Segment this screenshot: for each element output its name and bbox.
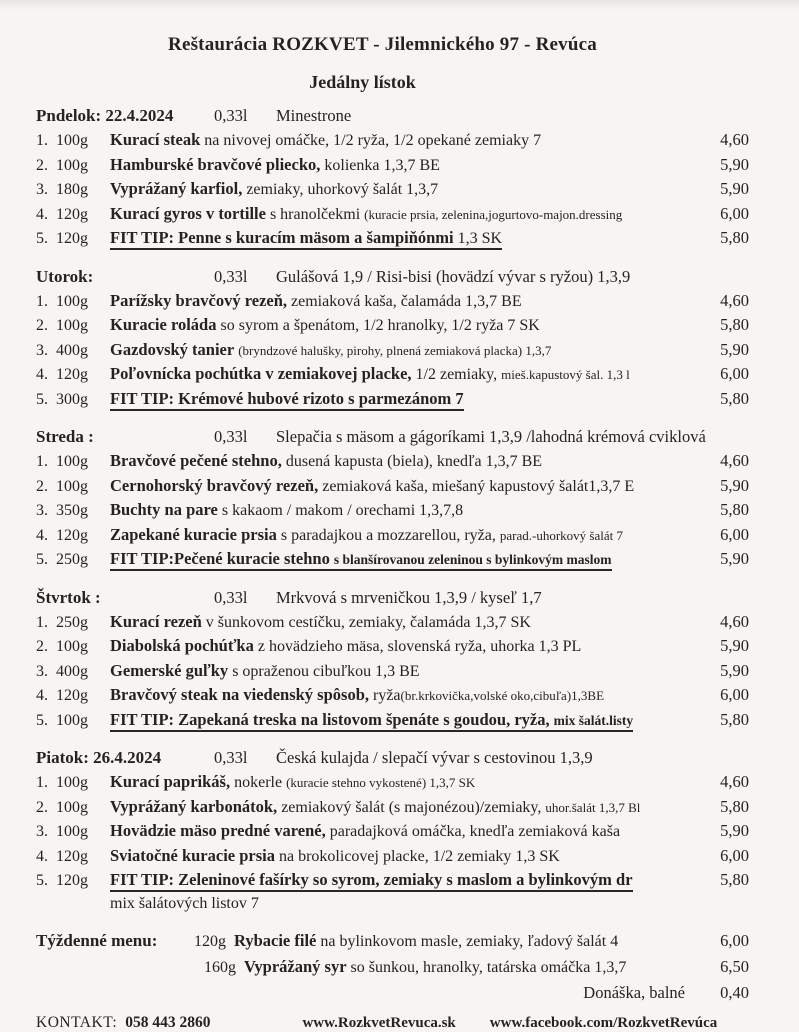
- menu-item-row: [36, 770, 749, 795]
- item-portion: 100g: [56, 798, 88, 816]
- item-detail-small: s blanšírovanou zeleninou s bylinkovým maslom: [333, 552, 612, 567]
- day-header: [36, 264, 749, 289]
- item-portion: 120g: [56, 526, 88, 544]
- item-portion: 100g: [56, 477, 88, 495]
- item-name: Zapekané kuracie prsia: [110, 524, 277, 544]
- item-text: [102, 523, 699, 549]
- item-price: 4,60: [720, 611, 749, 631]
- menu-item-row: [36, 868, 749, 893]
- item-detail: na brokolicovej placke, 1/2 zemiaky 1,3 SK: [275, 847, 560, 865]
- item-price: 5,90: [720, 475, 749, 495]
- item-portion: 120g: [56, 366, 88, 383]
- contact-phone: 058 443 2860: [125, 1013, 211, 1031]
- item-text-underline-group: [110, 317, 540, 334]
- item-text: [102, 313, 699, 339]
- item-detail-small: uhor.šalát 1,3,7 Bl: [545, 799, 641, 815]
- item-price: 4,60: [720, 130, 749, 149]
- item-number: 3.: [36, 502, 48, 519]
- item-text-underline-group: [110, 872, 633, 892]
- item-portion: 350g: [56, 502, 88, 519]
- item-detail: kolienka 1,3,7 BE: [320, 156, 440, 174]
- item-text: [102, 153, 699, 179]
- item-text: [102, 128, 699, 154]
- menu-item-row: [36, 610, 749, 635]
- item-number: 2.: [36, 638, 48, 655]
- delivery-row: [36, 980, 749, 1006]
- item-number: 1.: [36, 613, 48, 631]
- menu-item-row: [36, 547, 749, 572]
- item-number: 5.: [36, 390, 48, 408]
- weekly-menu-label: Týždenné menu:: [36, 930, 158, 950]
- menu-item-row: [36, 819, 749, 844]
- item-portion: 100g: [56, 453, 88, 470]
- item-number: 2.: [36, 317, 48, 334]
- day-name: Piatok: 26.4.2024: [36, 748, 162, 767]
- item-portion: 100g: [56, 156, 88, 174]
- item-price: 6,50: [720, 956, 749, 976]
- item-detail-small: (br.krkovička,volské oko,cibuľa)1,3BE: [400, 688, 605, 703]
- item-detail: s opraženou cibuľkou 1,3 BE: [228, 662, 420, 680]
- item-number: 1.: [36, 453, 48, 470]
- item-text-underline-group: [110, 660, 420, 680]
- item-name: FIT TIP: Krémové hubové rizoto s parmezánom 7: [110, 388, 464, 408]
- item-price: 6,00: [720, 524, 749, 544]
- item-number: 1.: [36, 292, 48, 310]
- soup-volume: 0,33l: [214, 587, 248, 607]
- item-detail: nokerle: [230, 774, 287, 791]
- item-price: 5,90: [720, 549, 749, 568]
- item-number: 3.: [36, 341, 48, 359]
- item-portion: 400g: [56, 341, 88, 359]
- menu-item-row: [36, 338, 749, 363]
- item-portion: 180g: [56, 181, 88, 198]
- soup-name: Slepačia s mäsom a gágoríkami 1,3,9 /lahodná krémová cviklová: [276, 427, 706, 446]
- item-price: 4,60: [720, 451, 749, 470]
- menu-item-row: [36, 523, 749, 548]
- item-text-underline-group: [110, 366, 630, 383]
- item-name: FIT TIP: Penne s kuracím mäsom a šampiňónmi: [110, 228, 454, 247]
- day-items: [36, 770, 749, 915]
- item-price: 5,80: [720, 315, 749, 334]
- weekly-menu-row: [36, 928, 749, 954]
- weekly-menu-section: [36, 928, 749, 1006]
- item-text: [102, 683, 699, 709]
- item-detail: zemiaky, uhorkový šalát 1,3,7: [242, 181, 439, 198]
- day-name: Streda :: [36, 427, 94, 446]
- day-items: [36, 128, 749, 251]
- menu-item-row: [36, 202, 749, 227]
- item-price: 5,80: [720, 709, 749, 729]
- item-portion: 120g: [56, 205, 88, 223]
- item-price: 5,90: [720, 660, 749, 680]
- item-name: Kurací steak: [110, 130, 201, 149]
- soup-name: Minestrone: [276, 106, 352, 125]
- item-text: [226, 928, 699, 955]
- item-detail: zemiaková kaša, čalamáda 1,3,7 BE: [287, 292, 522, 310]
- item-text: [102, 659, 699, 685]
- menu-item-row: [36, 177, 749, 202]
- item-portion: 100g: [56, 774, 88, 791]
- item-number: 2.: [36, 798, 48, 816]
- item-text-underline-group: [110, 453, 542, 470]
- item-portion: 120g: [56, 687, 88, 704]
- item-text-underline-group: [110, 475, 635, 495]
- item-text: [102, 498, 699, 524]
- item-text: [102, 770, 699, 796]
- item-text-underline-group: [110, 290, 522, 310]
- item-text: [102, 362, 699, 388]
- item-number: 3.: [36, 181, 48, 198]
- soup-volume: 0,33l: [214, 106, 248, 125]
- item-detail: s paradajkou a mozzarellou, ryža,: [276, 526, 500, 544]
- item-name: FIT TIP: Zapekaná treska na listovom špenáte s goudou, ryža,: [110, 709, 550, 729]
- item-number: 4.: [36, 526, 48, 544]
- item-text: [102, 449, 699, 475]
- soup-name: Mrkvová s mrveničkou 1,3,9 / kyseľ 1,7: [276, 587, 542, 607]
- item-portion: 100g: [56, 638, 88, 655]
- item-name: Hamburské bravčové pliecko,: [110, 154, 321, 174]
- day-name: Štvrtok :: [36, 587, 101, 607]
- item-text: [102, 202, 699, 228]
- menu-item-row: [36, 226, 749, 251]
- day-items: [36, 289, 749, 412]
- day-header: [36, 585, 749, 610]
- item-portion: 100g: [56, 823, 88, 840]
- item-price: 6,00: [720, 685, 749, 704]
- item-text: [102, 819, 699, 845]
- item-text-underline-group: [110, 524, 623, 544]
- item-number: 5.: [36, 551, 48, 568]
- item-portion: 400g: [56, 662, 88, 680]
- menu-item-row: [36, 289, 749, 314]
- item-name: Parížsky bravčový rezeň,: [110, 290, 288, 310]
- item-text-underline-group: [110, 845, 560, 865]
- item-text-underline-group: [110, 230, 502, 250]
- item-price: 5,80: [720, 228, 749, 247]
- item-detail-small: (bryndzové halušky, pirohy, plnená zemiaková placka) 1,3,7: [238, 342, 552, 358]
- day-items: [36, 610, 749, 733]
- day-section: [36, 103, 749, 251]
- item-detail: v šunkovom cestíčku, zemiaky, čalamáda 1,3,7 SK: [201, 613, 531, 631]
- item-text: [102, 868, 699, 894]
- item-number: 4.: [36, 366, 48, 383]
- item-text: [236, 954, 699, 981]
- soup-name: Česká kulajda / slepačí vývar s cestovinou 1,3,9: [276, 748, 593, 767]
- item-price: 5,90: [720, 154, 749, 174]
- item-price: 5,90: [720, 821, 749, 840]
- item-name: FIT TIP:Pečené kuracie stehno: [110, 549, 330, 568]
- weekly-menu-row: [36, 954, 749, 980]
- menu-item-row: [36, 683, 749, 708]
- item-portion: 100g: [56, 317, 88, 334]
- item-portion: 120g: [56, 872, 88, 889]
- menu-item-row: [36, 498, 749, 523]
- item-name: Diabolská pochúťka: [110, 636, 254, 655]
- item-number: 4.: [36, 847, 48, 865]
- item-number: 5.: [36, 711, 48, 729]
- item-name: Vyprážaný karfiol,: [110, 179, 243, 198]
- item-text: [102, 177, 699, 203]
- menu-subtitle: Jedálny lístok: [309, 72, 416, 92]
- day-section: [36, 424, 749, 572]
- item-detail: z hovädzieho mäsa, slovenská ryža, uhorka 1,3 PL: [253, 638, 582, 655]
- day-section: [36, 264, 749, 412]
- item-name: Kurací gyros v tortille: [110, 203, 266, 223]
- item-name: Cernohorský bravčový rezeň,: [110, 475, 319, 495]
- item-name: Hovädzie mäso predné varené,: [110, 821, 326, 840]
- item-detail: s kakaom / makom / orechami 1,3,7,8: [217, 502, 464, 519]
- item-price: 5,90: [720, 636, 749, 655]
- item-text: [102, 226, 699, 252]
- item-price: 6,00: [720, 364, 749, 383]
- item-price: 4,60: [720, 772, 749, 791]
- item-name: FIT TIP: Zeleninové fašírky so syrom, zemiaky s maslom a bylinkovým dr: [110, 870, 633, 889]
- day-section: [36, 745, 749, 915]
- day-header: [36, 424, 749, 449]
- item-price: 5,80: [720, 796, 749, 816]
- menu-item-row: [36, 313, 749, 338]
- menu-item-row: [36, 708, 749, 733]
- day-name: Pndelok: 22.4.2024: [36, 106, 174, 125]
- item-detail: paradajková omáčka, knedľa zemiaková kaša: [325, 823, 621, 840]
- item-text: [102, 610, 699, 636]
- item-detail: 1,3 SK: [453, 230, 503, 247]
- item-price: 5,80: [720, 388, 749, 408]
- item-portion: 120g: [194, 932, 226, 950]
- item-name: Kurací rezeň: [110, 611, 202, 631]
- day-header: [36, 745, 749, 770]
- menu-item-row: [36, 387, 749, 412]
- item-text-underline-group: [110, 774, 475, 791]
- item-text-underline-group: [110, 339, 552, 359]
- scan-artifact-top-edge: [0, 0, 799, 10]
- day-items: [36, 449, 749, 572]
- item-detail: ryža: [369, 687, 401, 704]
- item-detail-small: mix šalát.listy: [553, 712, 634, 728]
- item-name: Gemerské guľky: [110, 660, 229, 680]
- item-number: 5.: [36, 230, 48, 247]
- item-portion: 160g: [204, 958, 236, 976]
- item-price: 5,80: [720, 870, 749, 889]
- item-price: 6,00: [720, 845, 749, 865]
- facebook-url: www.facebook.com/RozkvetRevúca: [489, 1014, 718, 1031]
- menu-item-row: [36, 634, 749, 659]
- item-number: 3.: [36, 662, 48, 680]
- item-text: [102, 387, 699, 413]
- item-price: 5,90: [720, 339, 749, 359]
- item-detail-small: parad.-uhorkový šalát 7: [499, 527, 623, 543]
- soup-volume: 0,33l: [214, 427, 248, 446]
- item-price: 5,90: [720, 179, 749, 198]
- item-name: Rybacie filé: [234, 930, 317, 950]
- item-portion: 300g: [56, 390, 88, 408]
- delivery-label: Donáška, balné: [583, 982, 685, 1002]
- item-portion: 120g: [56, 847, 88, 865]
- item-portion: 250g: [56, 613, 88, 631]
- item-name: Kurací paprikáš,: [110, 772, 231, 791]
- item-detail: zemiakový šalát (s majonézou)/zemiaky,: [277, 798, 546, 816]
- menu-item-row: [36, 474, 749, 499]
- day-header: [36, 103, 749, 128]
- menu-item-row: [36, 449, 749, 474]
- item-portion: 120g: [56, 230, 88, 247]
- item-portion: 100g: [56, 292, 88, 310]
- menu-days: [36, 103, 749, 915]
- item-number: 4.: [36, 687, 48, 704]
- contact-label: KONTAKT:: [36, 1013, 118, 1031]
- item-number: 4.: [36, 205, 48, 223]
- item-number: 2.: [36, 477, 48, 495]
- item-text-underline-group: [110, 551, 612, 571]
- item-text-underline-group: [110, 823, 620, 840]
- item-text-underline-group: [110, 687, 604, 704]
- item-detail-small: (kuracie stehno vykostené) 1,3,7 SK: [286, 775, 476, 790]
- day-section: [36, 585, 749, 733]
- item-number: 2.: [36, 156, 48, 174]
- item-price: 4,60: [720, 290, 749, 310]
- item-detail: zemiaková kaša, miešaný kapustový šalát1,3,7 E: [318, 477, 635, 495]
- item-text: [102, 795, 699, 821]
- soup-volume: 0,33l: [214, 748, 248, 767]
- delivery-price: 0,40: [720, 982, 749, 1002]
- item-detail: 1/2 zemiaky,: [411, 366, 502, 383]
- item-name: Bravčový steak na viedenský spôsob,: [110, 685, 369, 704]
- restaurant-title: Reštaurácia ROZKVET - Jilemnického 97 - Revúca: [168, 34, 597, 55]
- item-name: Vyprážaný syr: [244, 956, 347, 976]
- item-detail: na bylinkovom masle, zemiaky, ľadový šalát 4: [316, 932, 619, 950]
- item-text-underline-group: [110, 638, 581, 655]
- item-number: 5.: [36, 872, 48, 889]
- website-url: www.RozkvetRevuca.sk: [302, 1014, 456, 1031]
- item-text: [102, 634, 699, 660]
- item-price: 6,00: [720, 930, 749, 950]
- menu-item-row: [36, 153, 749, 178]
- item-name: Gazdovský tanier: [110, 339, 235, 359]
- item-text-underline-group: [110, 611, 531, 631]
- item-detail-small: (kuracie prsia, zelenina,jogurtovo-majon.dressing: [364, 206, 623, 222]
- item-number: 1.: [36, 132, 48, 149]
- item-detail: so syrom a špenátom, 1/2 hranolky, 1/2 ryža 7 SK: [216, 317, 540, 334]
- item-text: [102, 338, 699, 364]
- menu-item-row: [36, 362, 749, 387]
- item-name: Bravčové pečené stehno,: [110, 451, 282, 470]
- item-text-underline-group: [110, 203, 623, 223]
- item-detail: so šunkou, hranolky, tatárska omáčka 1,3,7: [346, 958, 627, 976]
- item-price: 5,80: [720, 500, 749, 519]
- item-portion: 100g: [56, 711, 88, 729]
- item-text-underline-group: [110, 709, 634, 732]
- item-text: [102, 708, 699, 734]
- item-number: 3.: [36, 823, 48, 840]
- item-detail: dusená kapusta (biela), knedľa 1,3,7 BE: [281, 453, 543, 470]
- item-text-underline-group: [110, 132, 541, 149]
- item-text: [102, 547, 699, 573]
- item-name: Sviatočné kuracie prsia: [110, 845, 275, 865]
- item-name: Kuracie roláda: [110, 315, 217, 334]
- item-detail: s hranolčekmi: [265, 205, 365, 223]
- item-name: Vyprážaný karbonátok,: [110, 796, 278, 816]
- menu-item-row: [36, 795, 749, 820]
- day-name: Utorok:: [36, 266, 94, 286]
- item-text-underline-group: [110, 154, 440, 174]
- item-text: [102, 289, 699, 315]
- item-detail: na nivovej omáčke, 1/2 ryža, 1/2 opekané zemiaky 7: [200, 132, 542, 149]
- item-text: [102, 844, 699, 870]
- item-text-underline-group: [110, 796, 641, 816]
- item-text-underline-group: [110, 502, 463, 519]
- item-text-underline-group: [110, 388, 464, 411]
- item-continuation: mix šalátových listov 7: [110, 894, 259, 912]
- item-number: 1.: [36, 774, 48, 791]
- soup-volume: 0,33l: [214, 266, 248, 286]
- item-name: Buchty na pare: [110, 500, 218, 519]
- item-text-underline-group: [110, 181, 438, 198]
- item-price: 6,00: [720, 203, 749, 223]
- item-detail-small: mieš.kapustový šal. 1,3 l: [501, 367, 630, 382]
- item-portion: 100g: [56, 132, 88, 149]
- item-name: Poľovnícka pochútka v zemiakovej placke,: [110, 364, 412, 383]
- item-text: [102, 474, 699, 500]
- menu-item-row: [36, 844, 749, 869]
- menu-item-row: [36, 128, 749, 153]
- item-portion: 250g: [56, 551, 88, 568]
- menu-item-row: [36, 659, 749, 684]
- soup-name: Gulášová 1,9 / Risi-bisi (hovädzí vývar s ryžou) 1,3,9: [276, 266, 631, 286]
